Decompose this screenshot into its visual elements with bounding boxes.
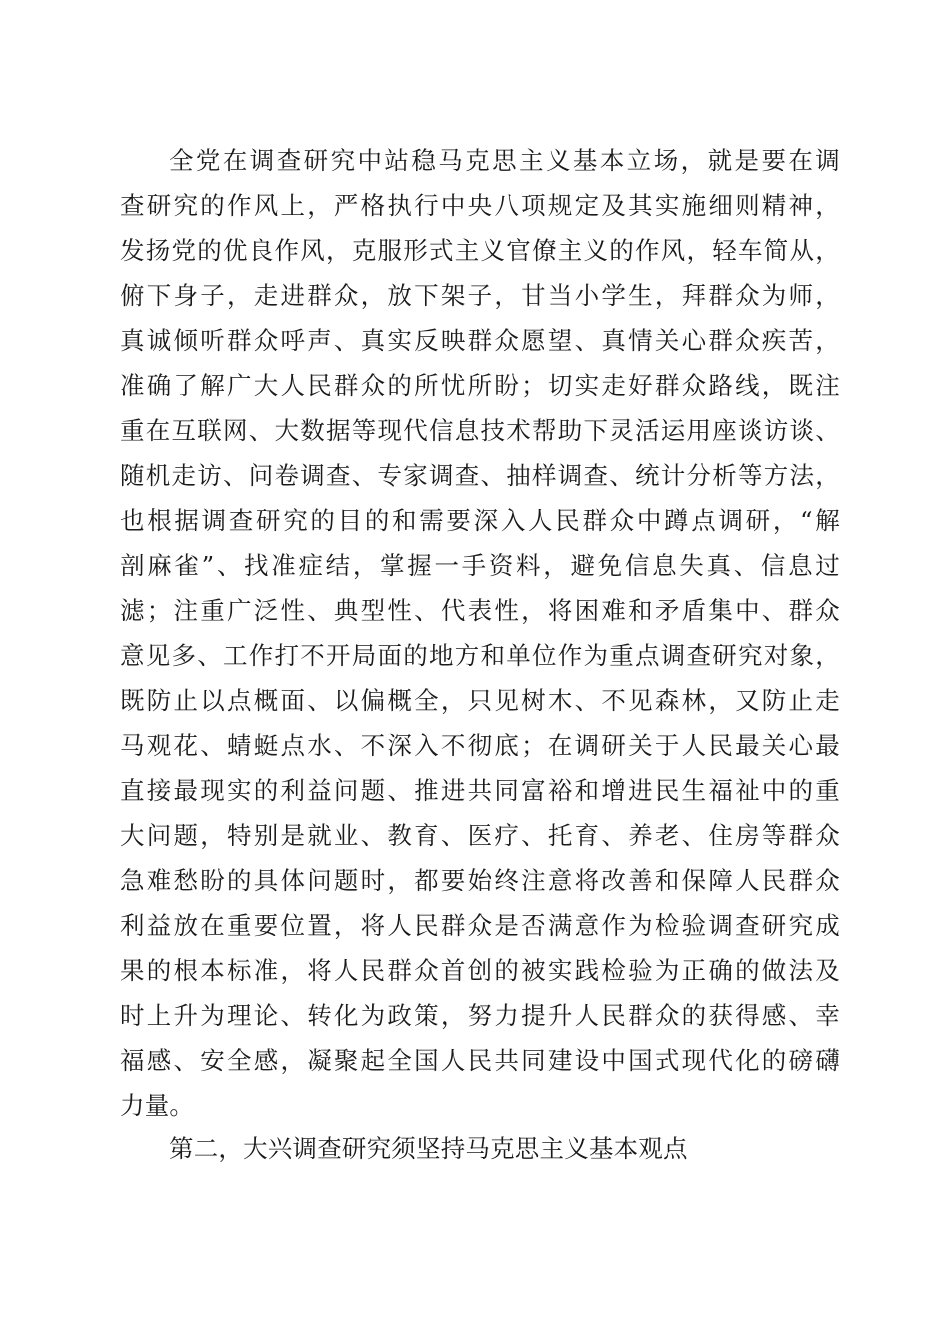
paragraph-line: 俯下身子，走进群众，放下架子，甘当小学生，拜群众为师， — [120, 281, 840, 310]
paragraph-line: 剖麻雀”、找准症结，掌握一手资料，避免信息失真、信息过 — [120, 551, 840, 580]
paragraph-line: 福感、安全感，凝聚起全国人民共同建设中国式现代化的磅礴 — [120, 1046, 840, 1075]
paragraph-line: 大问题，特别是就业、教育、医疗、托育、养老、住房等群众 — [120, 821, 840, 850]
paragraph-line: 力量。 — [120, 1091, 195, 1120]
section-heading: 第二，大兴调查研究须坚持马克思主义基本观点 — [169, 1134, 688, 1163]
paragraph-line: 直接最现实的利益问题、推进共同富裕和增进民生福祉中的重 — [120, 776, 840, 805]
paragraph-line: 马观花、蜻蜓点水、不深入不彻底；在调研关于人民最关心最 — [120, 731, 840, 760]
paragraph-line: 发扬党的优良作风，克服形式主义官僚主义的作风，轻车简从， — [120, 236, 840, 265]
paragraph-line: 时上升为理论、转化为政策，努力提升人民群众的获得感、幸 — [120, 1001, 840, 1030]
paragraph-line: 准确了解广大人民群众的所忧所盼；切实走好群众路线，既注 — [120, 371, 840, 400]
paragraph-line: 滤；注重广泛性、典型性、代表性，将困难和矛盾集中、群众 — [120, 596, 840, 625]
paragraph-line: 意见多、工作打不开局面的地方和单位作为重点调查研究对象， — [120, 641, 840, 670]
paragraph-line: 既防止以点概面、以偏概全，只见树木、不见森林，又防止走 — [120, 686, 840, 715]
paragraph-line: 重在互联网、大数据等现代信息技术帮助下灵活运用座谈访谈、 — [120, 416, 840, 445]
paragraph-line: 也根据调查研究的目的和需要深入人民群众中蹲点调研，“解 — [120, 506, 840, 535]
paragraph-line: 真诚倾听群众呼声、真实反映群众愿望、真情关心群众疾苦， — [120, 326, 840, 355]
paragraph-line: 随机走访、问卷调查、专家调查、抽样调查、统计分析等方法， — [120, 461, 840, 490]
paragraph-line: 果的根本标准，将人民群众首创的被实践检验为正确的做法及 — [120, 956, 840, 985]
paragraph-line: 全党在调查研究中站稳马克思主义基本立场，就是要在调 — [169, 146, 840, 175]
paragraph-line: 查研究的作风上，严格执行中央八项规定及其实施细则精神， — [120, 191, 840, 220]
paragraph-line: 急难愁盼的具体问题时，都要始终注意将改善和保障人民群众 — [120, 866, 840, 895]
paragraph-line: 利益放在重要位置，将人民群众是否满意作为检验调查研究成 — [120, 911, 840, 940]
body-paragraph — [120, 138, 840, 1128]
